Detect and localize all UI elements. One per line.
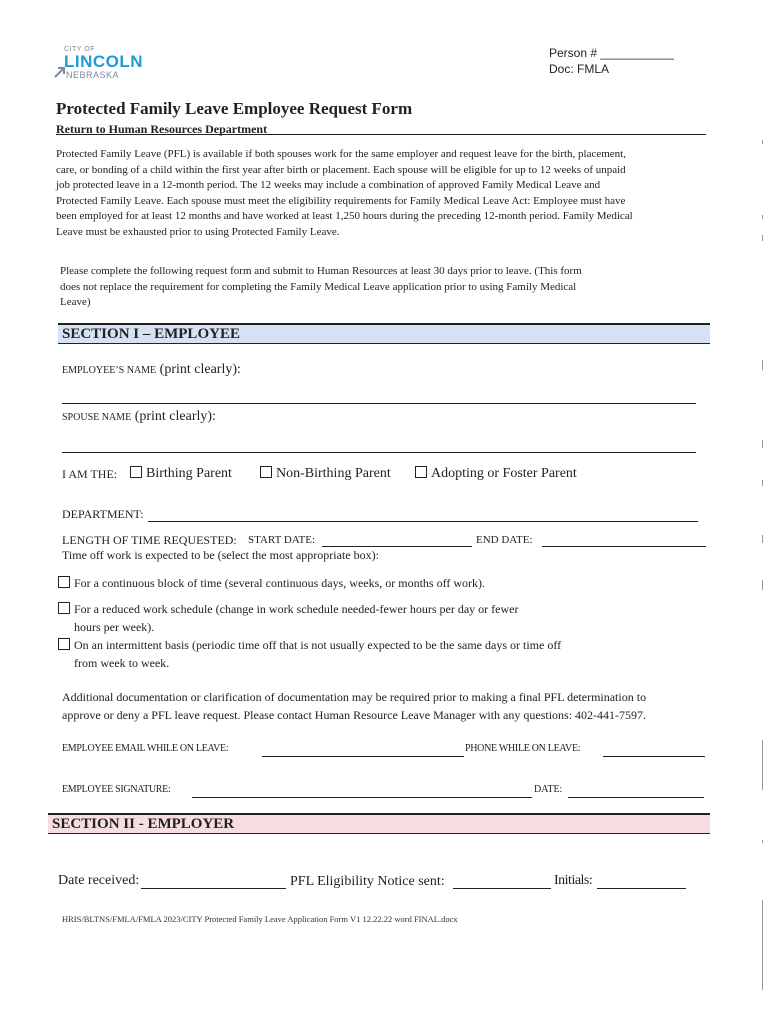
city-logo [54,46,164,82]
department-field[interactable] [148,509,698,522]
timeoff-option-intermittent[interactable] [58,636,561,672]
spouse-name-label [62,409,216,425]
i-am-label: I AM THE: [62,467,118,481]
spouse-name-hint: (print clearly): [134,409,216,424]
parent-option-non-birthing[interactable] [260,466,391,482]
employee-name-field[interactable] [62,391,696,404]
form-subtitle-text: Return to Human Resources Department [56,122,268,136]
employee-name-hint: (print clearly): [159,362,241,377]
edge-marks [762,140,764,1000]
person-number: Person # ___________ [549,46,674,60]
additional-line: approve or deny a PFL leave request. Please contact Human Resource Leave Manager with any questions: 402-441-7597. [62,708,647,722]
form-title: Protected Family Leave Employee Request Form [56,99,413,118]
start-date-field[interactable] [322,534,472,547]
employee-name-caption: EMPLOYEE’S NAME [62,365,157,376]
checkbox-intermittent[interactable] [58,638,70,650]
intro-line: job protected leave in a 12-month period. The 12 weeks may include a combination of approved Family Medical Leave and [56,179,601,191]
timeoff-option-text: For a continuous block of time (several continuous days, weeks, or months off work). [74,576,486,590]
date-received-field[interactable] [141,876,286,889]
intro-line: been employed for at least 12 months and have worked at least 1,250 hours during the preceding 12-month period. Family Medical [56,210,633,222]
logo-lincoln: LINCOLN [64,52,144,71]
logo-arrow-icon [54,66,66,78]
instruction-line: Please complete the following request form and submit to Human Resources at least 30 days prior to leave. (This form [60,265,582,277]
intro-line: Protected Family Leave (PFL) is available if both spouses work for the same employer and request leave for the birth, placement, [56,148,626,160]
notice-sent-field[interactable] [453,876,551,889]
timeoff-option-text-cont: from week to week. [74,656,170,670]
section-2-header [48,813,710,834]
checkbox-adopting[interactable] [415,466,427,478]
timeoff-option-text: For a reduced work schedule (change in work schedule needed-fewer hours per day or fewer [74,602,519,616]
checkbox-non-birthing[interactable] [260,466,272,478]
instruction-paragraph [60,264,710,311]
spouse-name-caption: SPOUSE NAME [62,412,132,423]
phone-field[interactable] [603,744,705,757]
logo-city-of: CITY OF [64,46,95,53]
section-2-title: SECTION II - EMPLOYER [52,816,235,832]
email-label: EMPLOYEE EMAIL WHILE ON LEAVE: [62,743,229,754]
date-received-label: Date received: [58,873,140,888]
intro-line: Leave must be exhausted prior to using Protected Family Leave. [56,225,340,238]
department-label: DEPARTMENT: [62,507,144,521]
parent-option-label: Birthing Parent [146,466,232,481]
timeoff-label: Time off work is expected to be (select the most appropriate box): [62,548,379,562]
instruction-line: does not replace the requirement for completing the Family Medical Leave application prior to using Family Medical [60,280,577,293]
email-field[interactable] [262,744,464,757]
parent-option-label: Non-Birthing Parent [276,466,391,481]
length-label: LENGTH OF TIME REQUESTED: [62,533,237,547]
initials-field[interactable] [597,876,686,889]
parent-option-birthing[interactable] [130,466,232,482]
additional-docs-note [62,688,732,724]
spouse-name-field[interactable] [62,440,696,453]
initials-label: Initials: [554,873,593,888]
signature-label: EMPLOYEE SIGNATURE: [62,784,171,795]
parent-option-label: Adopting or Foster Parent [431,466,577,481]
checkbox-birthing[interactable] [130,466,142,478]
end-date-label: END DATE: [476,534,533,546]
timeoff-option-text-cont: hours per week). [74,620,155,634]
form-subtitle [56,120,706,135]
intro-paragraph [56,147,716,240]
timeoff-option-reduced[interactable] [58,600,518,636]
start-date-label: START DATE: [248,534,316,546]
signature-date-field[interactable] [568,785,704,798]
footer-file-path: HRIS/BLTNS/FMLA/FMLA 2023/CITY Protected Family Leave Application Form V1 12.22.22 word FINAL.docx [62,914,458,924]
checkbox-reduced[interactable] [58,602,70,614]
intro-line: Protected Family Leave. Each spouse must meet the eligibility requirements for Family Medical Leave Act: Employee must have [56,194,626,207]
intro-line: care, or bonding of a child within the first year after birth or placement. Each spouse will be eligible for up to 12 weeks of unpaid [56,163,626,176]
doc-type: Doc: FMLA [549,62,610,76]
additional-line: Additional documentation or clarification of documentation may be required prior to making a final PFL determination to [62,690,647,704]
notice-sent-label: PFL Eligibility Notice sent: [290,874,445,889]
signature-field[interactable] [192,785,532,798]
instruction-line: Leave) [60,296,91,308]
logo-nebraska: NEBRASKA [66,70,120,80]
phone-label: PHONE WHILE ON LEAVE: [465,743,581,754]
timeoff-option-continuous[interactable] [58,574,485,592]
employee-name-label [62,362,241,378]
section-1-header [58,323,710,344]
end-date-field[interactable] [542,534,706,547]
checkbox-continuous[interactable] [58,576,70,588]
timeoff-option-text: On an intermittent basis (periodic time off that is not usually expected to be the same days or time off [74,638,562,652]
signature-date-label: DATE: [534,784,563,795]
parent-option-adopting[interactable] [415,466,577,482]
section-1-title: SECTION I – EMPLOYEE [62,326,240,342]
